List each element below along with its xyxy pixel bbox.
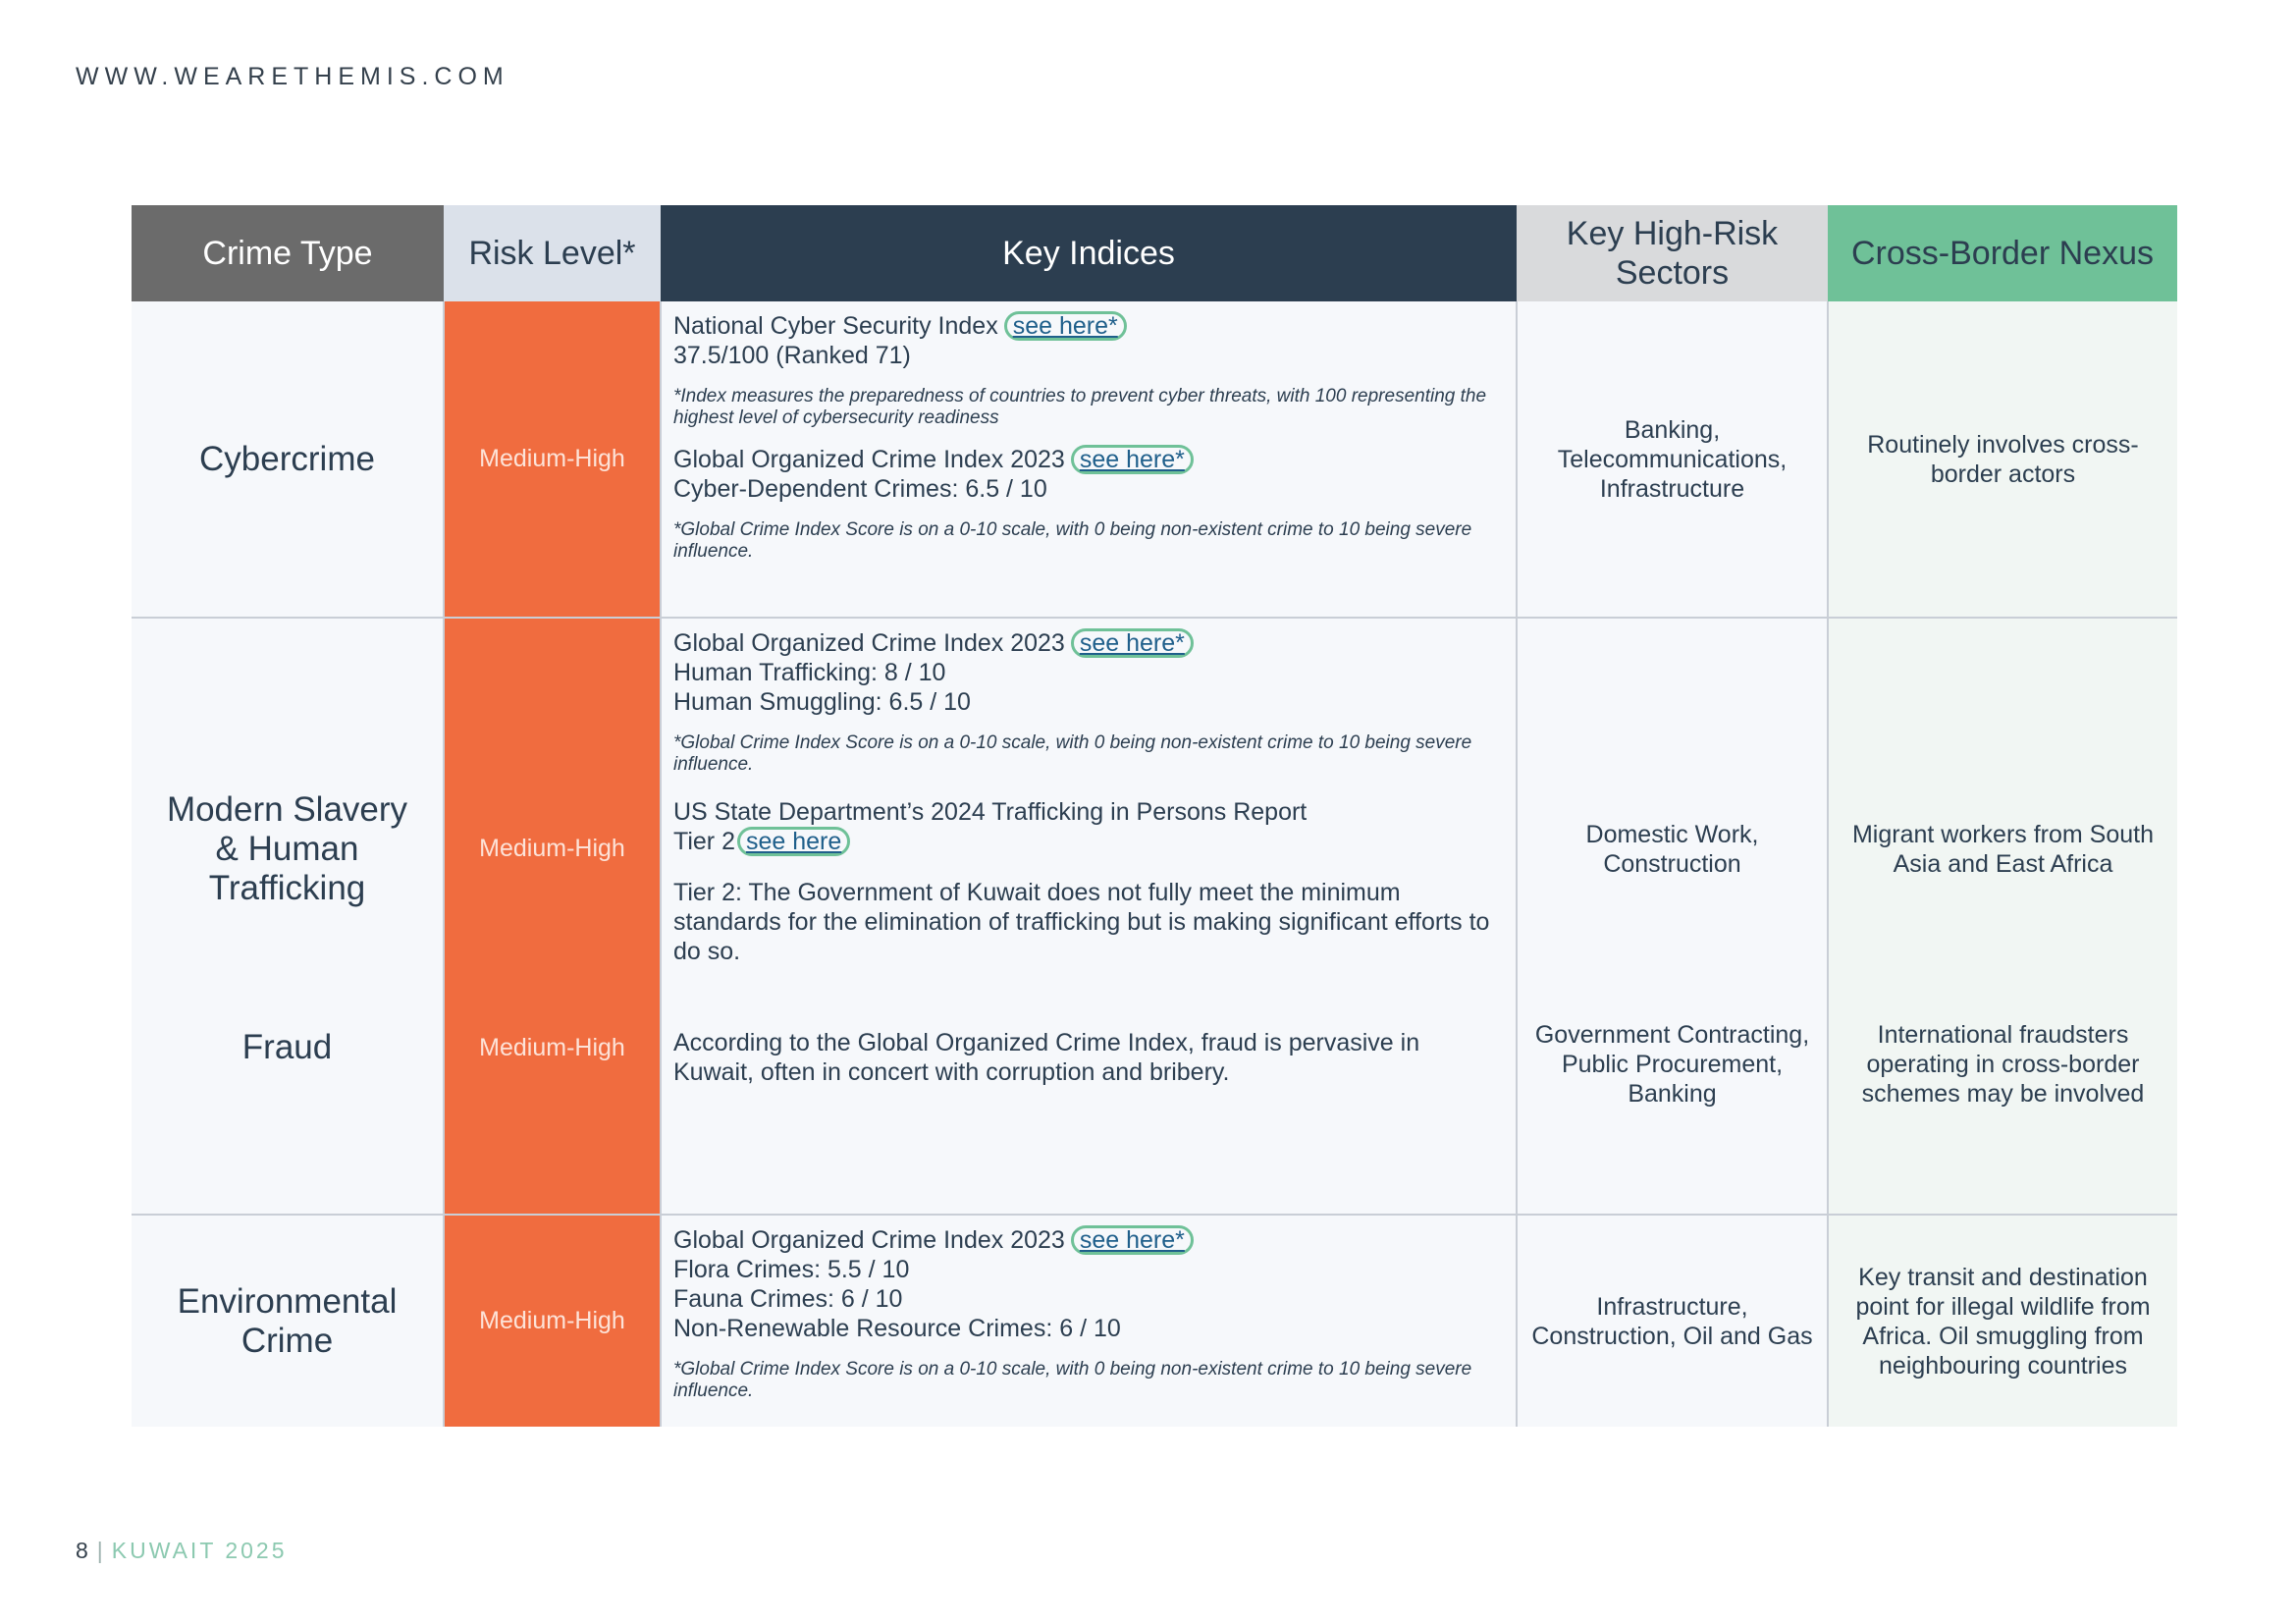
index-value: Fauna Crimes: 6 / 10 xyxy=(673,1285,903,1313)
page-footer xyxy=(76,1538,288,1564)
index-note: *Index measures the preparedness of countries to prevent cyber threats, with 100 representing the highest level of cybersecurity readiness xyxy=(673,386,1487,428)
see-here-link[interactable]: see here* xyxy=(1004,311,1127,341)
sectors-fraud: Government Contracting, Public Procurement, Banking xyxy=(1517,1020,1828,1215)
sectors-modern-slavery: Domestic Work, Construction xyxy=(1517,618,1828,1020)
crime-cybercrime: Cybercrime xyxy=(132,301,444,618)
crime-modern-slavery: Modern Slavery & Human Trafficking xyxy=(132,618,444,1020)
header-risk-level: Risk Level* xyxy=(444,205,661,301)
see-here-link[interactable]: see here* xyxy=(1071,1225,1194,1255)
sectors-cybercrime: Banking, Telecommunications, Infrastructure xyxy=(1517,301,1828,618)
indices-environmental xyxy=(661,1215,1517,1427)
crime-risk-table xyxy=(132,205,2177,1427)
table-row xyxy=(132,618,2177,1020)
table-row xyxy=(132,301,2177,618)
fraud-description: According to the Global Organized Crime Index, fraud is pervasive in Kuwait, often in concert with corruption and bribery. xyxy=(673,1029,1420,1086)
index-title: Global Organized Crime Index 2023 xyxy=(673,629,1065,657)
index-value: Non-Renewable Resource Crimes: 6 / 10 xyxy=(673,1315,1121,1342)
index-value: 37.5/100 (Ranked 71) xyxy=(673,342,911,369)
crime-environmental: Environmental Crime xyxy=(132,1215,444,1427)
page-number: 8 xyxy=(76,1538,91,1563)
risk-badge: Medium-High xyxy=(444,1215,661,1427)
index-title: Global Organized Crime Index 2023 xyxy=(673,1226,1065,1254)
site-url: WWW.WEARETHEMIS.COM xyxy=(76,63,509,90)
crime-fraud: Fraud xyxy=(132,1020,444,1215)
sectors-environmental: Infrastructure, Construction, Oil and Gas xyxy=(1517,1215,1828,1427)
index-value: Flora Crimes: 5.5 / 10 xyxy=(673,1256,910,1283)
see-here-link[interactable]: see here* xyxy=(1071,628,1194,658)
index-title: Global Organized Crime Index 2023 xyxy=(673,446,1065,473)
nexus-cybercrime: Routinely involves cross-border actors xyxy=(1828,301,2177,618)
index-value: Human Trafficking: 8 / 10 xyxy=(673,659,946,686)
tier-description: Tier 2: The Government of Kuwait does not fully meet the minimum standards for the elimination of trafficking but is making significant efforts to do so. xyxy=(673,879,1490,965)
footer-separator: | xyxy=(96,1538,106,1563)
footer-title: KUWAIT 2025 xyxy=(111,1538,288,1563)
header-key-indices: Key Indices xyxy=(661,205,1517,301)
nexus-environmental: Key transit and destination point for illegal wildlife from Africa. Oil smuggling from neighbouring countries xyxy=(1828,1215,2177,1427)
risk-badge: Medium-High xyxy=(444,301,661,618)
indices-cybercrime xyxy=(661,301,1517,618)
risk-badge: Medium-High xyxy=(444,618,661,1020)
see-here-link[interactable]: see here* xyxy=(1071,445,1194,474)
indices-modern-slavery xyxy=(661,618,1517,1020)
table-row xyxy=(132,1020,2177,1215)
nexus-fraud: International fraudsters operating in cross-border schemes may be involved xyxy=(1828,1020,2177,1215)
index-note: *Global Crime Index Score is on a 0-10 scale, with 0 being non-existent crime to 10 being severe influence. xyxy=(673,1359,1472,1401)
index-value: Cyber-Dependent Crimes: 6.5 / 10 xyxy=(673,475,1047,503)
index-value: Tier 2 xyxy=(673,828,735,855)
indices-fraud xyxy=(661,1020,1517,1215)
risk-badge: Medium-High xyxy=(444,1020,661,1215)
index-value: Human Smuggling: 6.5 / 10 xyxy=(673,688,971,716)
table-header-row xyxy=(132,205,2177,301)
index-title: US State Department’s 2024 Trafficking in Persons Report xyxy=(673,798,1308,826)
header-crime-type: Crime Type xyxy=(132,205,444,301)
table-row xyxy=(132,1215,2177,1427)
index-title: National Cyber Security Index xyxy=(673,312,998,340)
index-note: *Global Crime Index Score is on a 0-10 scale, with 0 being non-existent crime to 10 being severe influence. xyxy=(673,732,1472,775)
header-sectors: Key High-Risk Sectors xyxy=(1517,205,1828,301)
nexus-modern-slavery: Migrant workers from South Asia and East Africa xyxy=(1828,618,2177,1020)
index-note: *Global Crime Index Score is on a 0-10 scale, with 0 being non-existent crime to 10 being severe influence. xyxy=(673,519,1472,562)
see-here-link[interactable]: see here xyxy=(737,827,850,856)
header-nexus: Cross-Border Nexus xyxy=(1828,205,2177,301)
